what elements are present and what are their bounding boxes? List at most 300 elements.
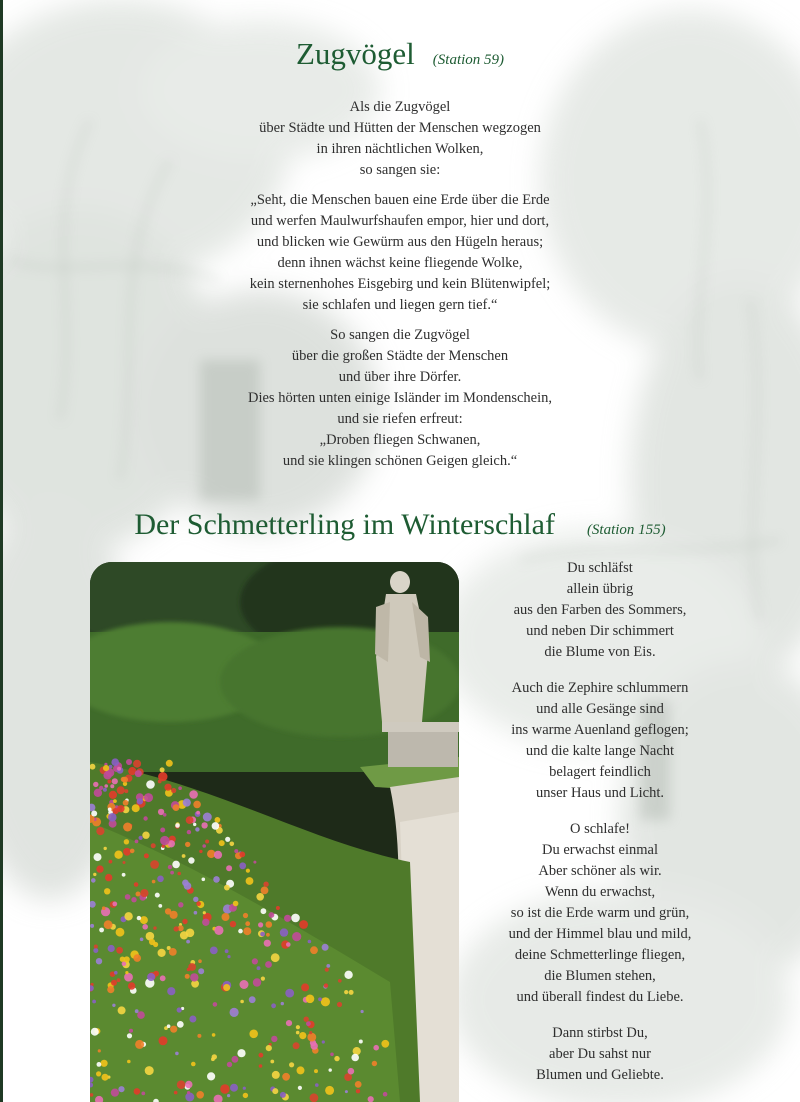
poem-line: Du erwachst einmal xyxy=(542,842,658,858)
flower-dot xyxy=(158,949,166,957)
poem-line: über Städte und Hütten der Menschen wegzogen xyxy=(259,120,541,136)
flower-dot xyxy=(280,928,288,936)
flower-dot xyxy=(225,949,229,953)
flower-dot xyxy=(306,1021,311,1026)
flower-dot xyxy=(215,817,221,823)
poem-line: und sie klingen schönen Geigen gleich.“ xyxy=(282,453,518,469)
flower-dot xyxy=(227,1094,230,1097)
flower-dot xyxy=(132,804,140,812)
flower-dot xyxy=(289,1062,294,1067)
flower-dot xyxy=(105,874,112,881)
flower-dot xyxy=(170,911,178,919)
flower-dot xyxy=(182,919,187,924)
flower-dot xyxy=(338,979,342,983)
flower-dot xyxy=(334,1056,339,1061)
flower-dot xyxy=(134,882,139,887)
flower-dot xyxy=(214,926,223,935)
flower-dot xyxy=(194,911,198,915)
flower-dot xyxy=(104,888,110,894)
flower-dot xyxy=(285,989,294,998)
flower-dot xyxy=(112,902,117,907)
flower-dot xyxy=(246,877,254,885)
flower-dot xyxy=(263,882,268,887)
flower-dot xyxy=(143,816,147,820)
flower-dot xyxy=(265,961,272,968)
flower-dot xyxy=(355,1081,362,1088)
flower-dot xyxy=(183,799,191,807)
flower-dot xyxy=(178,902,183,907)
flower-dot xyxy=(187,1091,190,1094)
flower-dot xyxy=(257,966,261,970)
flower-dot xyxy=(116,947,123,954)
flower-dot xyxy=(184,882,192,890)
flower-dot xyxy=(299,920,308,929)
garden-photo xyxy=(90,562,459,1102)
flower-dot xyxy=(140,889,148,897)
flower-dot xyxy=(293,1042,300,1049)
flower-dot xyxy=(230,921,236,927)
flower-dot xyxy=(108,945,115,952)
flower-dot xyxy=(127,1033,132,1038)
flower-dot xyxy=(109,765,113,769)
flower-dot xyxy=(203,911,206,914)
flower-dot xyxy=(120,957,125,962)
flower-dot xyxy=(96,827,104,835)
flower-dot xyxy=(225,837,230,842)
flower-dot xyxy=(130,849,135,854)
flower-dot xyxy=(282,1073,290,1081)
flower-dot xyxy=(286,942,291,947)
flower-dot xyxy=(123,823,132,832)
flower-dot xyxy=(190,973,198,981)
flower-dot xyxy=(112,778,118,784)
section2-station: (Station 155) xyxy=(586,522,666,538)
flower-dot xyxy=(135,840,139,844)
flower-dot xyxy=(103,771,111,779)
poem-line: Wenn du erwachst, xyxy=(544,884,656,900)
flower-dot xyxy=(125,894,131,900)
flower-dot xyxy=(160,828,165,833)
flower-dot xyxy=(124,973,133,982)
poem-line: „Seht, die Menschen bauen eine Erde über die Erde xyxy=(250,192,550,208)
flower-dot xyxy=(212,822,220,830)
flower-dot xyxy=(134,1088,141,1095)
flower-dot xyxy=(186,940,190,944)
flower-dot xyxy=(98,1049,101,1052)
flower-dot xyxy=(270,1060,274,1064)
flower-dot xyxy=(107,986,114,993)
flower-dot xyxy=(135,770,142,777)
flower-dot xyxy=(372,1061,377,1066)
flower-dot xyxy=(269,912,275,918)
poem-line: allein übrig xyxy=(566,581,634,597)
flower-dot xyxy=(137,798,143,804)
poem-line: die Blume von Eis. xyxy=(544,644,656,660)
flower-dot xyxy=(123,861,126,864)
flower-dot xyxy=(321,997,330,1006)
flower-dot xyxy=(137,916,141,920)
flower-dot xyxy=(249,996,256,1003)
flower-dot xyxy=(315,1083,319,1087)
flower-dot xyxy=(307,1033,316,1042)
flower-dot xyxy=(245,921,250,926)
flower-dot xyxy=(96,1071,101,1076)
flower-dot xyxy=(159,1036,168,1045)
flower-dot xyxy=(345,1090,348,1093)
flower-dot xyxy=(203,813,212,822)
poem-line: So sangen die Zugvögel xyxy=(330,327,470,343)
flower-dot xyxy=(96,958,102,964)
flower-dot xyxy=(291,914,300,923)
flower-dot xyxy=(325,1086,334,1095)
flower-dot xyxy=(141,1092,145,1096)
flower-dot xyxy=(299,1032,306,1039)
flower-dot xyxy=(111,758,119,766)
flower-dot xyxy=(348,1068,355,1075)
flower-dot xyxy=(381,1040,389,1048)
flower-dot xyxy=(157,876,164,883)
flower-dot xyxy=(344,990,348,994)
flower-dot xyxy=(261,908,267,914)
poem-line: Aber schöner als wir. xyxy=(538,863,662,879)
flower-dot xyxy=(306,995,315,1004)
flower-dot xyxy=(253,861,256,864)
flower-dot xyxy=(107,780,111,784)
flower-dot xyxy=(210,947,218,955)
flower-dot xyxy=(271,1036,277,1042)
flower-dot xyxy=(152,880,156,884)
flower-dot xyxy=(286,1020,292,1026)
flower-dot xyxy=(163,813,167,817)
flower-dot xyxy=(112,1004,115,1007)
flower-dot xyxy=(271,953,280,962)
poem-line: deine Schmetterlinge fliegen, xyxy=(514,947,686,963)
flower-dot xyxy=(92,1000,96,1004)
flower-dot xyxy=(296,1031,300,1035)
poem-line: ins warme Auenland geflogen; xyxy=(511,722,689,738)
flower-dot xyxy=(118,1086,124,1092)
flower-dot xyxy=(308,940,312,944)
flower-dot xyxy=(173,804,180,811)
flower-dot xyxy=(133,954,141,962)
flower-dot xyxy=(182,854,186,858)
flower-dot xyxy=(177,872,181,876)
stanza xyxy=(480,558,720,663)
flower-dot xyxy=(93,782,98,787)
flower-dot xyxy=(111,980,117,986)
poem-line: so ist die Erde warm und grün, xyxy=(510,905,690,921)
flower-dot xyxy=(187,968,191,972)
flower-dot xyxy=(117,978,121,982)
flower-dot xyxy=(114,851,122,859)
flower-dot xyxy=(240,980,249,989)
flower-dot xyxy=(230,1084,238,1092)
flower-dot xyxy=(310,1093,319,1102)
flower-dot xyxy=(207,1072,215,1080)
flower-dot xyxy=(104,784,108,788)
flower-dot xyxy=(361,1010,364,1013)
flower-dot xyxy=(304,1017,309,1022)
poem-line: und die kalte lange Nacht xyxy=(525,743,675,759)
flower-dot xyxy=(121,777,126,782)
flower-dot xyxy=(237,1049,245,1057)
flower-dot xyxy=(325,968,329,972)
flower-dot xyxy=(137,1011,145,1019)
flower-dot xyxy=(281,1002,284,1005)
flower-dot xyxy=(230,1008,239,1017)
flower-dot xyxy=(124,839,129,844)
flower-dot xyxy=(186,816,194,824)
flower-dot xyxy=(188,857,194,863)
flower-dot xyxy=(177,1007,182,1012)
flower-dot xyxy=(301,983,309,991)
flower-dot xyxy=(227,1062,232,1067)
flower-dot xyxy=(185,1093,194,1102)
flower-dot xyxy=(198,968,204,974)
flower-dot xyxy=(201,822,207,828)
flower-dot xyxy=(153,926,156,929)
flower-dot xyxy=(238,929,243,934)
flower-dot xyxy=(243,1093,248,1098)
flower-dot xyxy=(189,1016,196,1023)
flower-dot xyxy=(196,901,201,906)
flower-dot xyxy=(202,919,209,926)
poem-line: Als die Zugvögel xyxy=(349,99,451,115)
section1-title: Zugvögel xyxy=(295,36,415,71)
flower-dot xyxy=(174,1091,178,1095)
flower-dot xyxy=(211,1057,215,1061)
flower-dot xyxy=(170,1026,177,1033)
poem-line: aus den Farben des Sommers, xyxy=(513,602,687,618)
flower-dot xyxy=(271,1003,276,1008)
flower-dot xyxy=(91,811,97,817)
poem-line: unser Haus und Licht. xyxy=(535,785,665,801)
flower-dot xyxy=(314,1069,318,1073)
flower-dot xyxy=(129,1029,133,1033)
flower-dot xyxy=(193,897,198,902)
poem-line: „Droben fliegen Schwanen, xyxy=(319,432,481,448)
flower-dot xyxy=(213,1002,218,1007)
flower-dot xyxy=(226,865,232,871)
flower-dot xyxy=(243,913,248,918)
flower-dot xyxy=(124,912,132,920)
flower-dot xyxy=(117,786,125,794)
flower-dot xyxy=(284,915,291,922)
flower-dot xyxy=(102,906,106,910)
flower-dot xyxy=(326,964,330,968)
flower-dot xyxy=(91,878,96,883)
flower-dot xyxy=(223,984,230,991)
flower-dot xyxy=(322,944,329,951)
flower-dot xyxy=(180,931,188,939)
flower-dot xyxy=(169,948,177,956)
flower-dot xyxy=(292,932,301,941)
flower-dot xyxy=(164,784,171,791)
flower-dot xyxy=(127,1060,131,1064)
flower-dot xyxy=(133,760,141,768)
flower-dot xyxy=(160,767,165,772)
poem-line: belagert feindlich xyxy=(549,764,651,780)
flower-dot xyxy=(158,780,162,784)
flower-dot xyxy=(97,1062,102,1067)
poem-line: und alle Gesänge sind xyxy=(536,701,664,717)
flower-dot xyxy=(252,958,258,964)
flower-dot xyxy=(104,847,107,850)
flower-dot xyxy=(202,878,206,882)
flower-dot xyxy=(224,885,230,891)
flower-dot xyxy=(94,945,98,949)
poem-line: Blumen und Geliebte. xyxy=(536,1067,664,1083)
flower-dot xyxy=(222,913,230,921)
flower-dot xyxy=(104,920,113,929)
stanza xyxy=(480,678,720,804)
flower-dot xyxy=(168,865,172,869)
flower-dot xyxy=(160,836,169,845)
flower-dot xyxy=(175,1052,179,1056)
flower-dot xyxy=(246,869,250,873)
poem-line: denn ihnen wächst keine fliegende Wolke, xyxy=(277,255,523,271)
flower-dot xyxy=(128,982,135,989)
poem-line: und blicken wie Gewürm aus den Hügeln heraus; xyxy=(256,234,544,250)
flower-dot xyxy=(99,928,104,933)
flower-dot xyxy=(232,1056,239,1063)
flower-dot xyxy=(213,876,220,883)
poem-schmetterling xyxy=(480,558,720,1086)
poem-line: über die großen Städte der Menschen xyxy=(291,348,509,364)
flower-dot xyxy=(298,1086,302,1090)
flower-dot xyxy=(266,921,273,928)
flower-dot xyxy=(123,848,131,856)
flower-dot xyxy=(272,1071,280,1079)
flower-dot xyxy=(155,893,160,898)
flower-dot xyxy=(167,987,175,995)
flower-dot xyxy=(175,823,180,828)
flower-dot xyxy=(151,843,156,848)
flower-dot xyxy=(258,922,263,927)
section2-title: Der Schmetterling im Winterschlaf xyxy=(134,508,555,541)
poem-line: und überall findest du Liebe. xyxy=(516,989,684,1005)
flower-dot xyxy=(249,1030,258,1039)
flower-dot xyxy=(139,836,143,840)
flower-dot xyxy=(144,793,153,802)
flower-dot xyxy=(113,799,117,803)
flower-dot xyxy=(150,860,159,869)
flower-dot xyxy=(212,1033,216,1037)
poem-line: Dann stirbst Du, xyxy=(552,1025,648,1041)
flower-dot xyxy=(124,789,128,793)
flower-dot xyxy=(109,860,113,864)
flower-dot xyxy=(189,790,198,799)
poem-line: Dies hörten unten einige Isländer im Mondenschein, xyxy=(247,390,553,406)
section1-station: (Station 59) xyxy=(432,52,505,68)
poem-line: und über ihre Dörfer. xyxy=(338,369,462,385)
flower-dot xyxy=(172,861,180,869)
flower-dot xyxy=(103,788,107,792)
flower-dot xyxy=(174,926,179,931)
poem-zugvoegel xyxy=(150,97,650,472)
section2-heading xyxy=(0,508,800,542)
flower-dot xyxy=(193,823,196,826)
flower-dot xyxy=(243,927,251,935)
flower-dot xyxy=(185,842,190,847)
poem-line: aber Du sahst nur xyxy=(549,1046,651,1062)
flower-dot xyxy=(196,1091,204,1099)
poem-line: Auch die Zephire schlummern xyxy=(511,680,689,696)
flower-dot xyxy=(266,933,270,937)
flower-dot xyxy=(126,759,132,765)
flower-dot xyxy=(193,801,201,809)
flower-dot xyxy=(280,1092,286,1098)
flower-dot xyxy=(239,862,246,869)
flower-dot xyxy=(198,959,202,963)
section1-heading xyxy=(0,36,800,72)
stanza xyxy=(480,819,720,1008)
flower-dot xyxy=(109,791,117,799)
flower-dot xyxy=(103,765,109,771)
flower-dot xyxy=(178,786,182,790)
flower-dot xyxy=(311,1042,318,1049)
poem-line: und neben Dir schimmert xyxy=(526,623,674,639)
flower-dot xyxy=(136,892,141,897)
flower-dot xyxy=(160,975,166,981)
flower-dot xyxy=(234,849,238,853)
flower-dot xyxy=(264,940,271,947)
flower-dot xyxy=(125,971,128,974)
flower-dot xyxy=(243,1087,246,1090)
flower-dot xyxy=(108,813,117,822)
poem-line: und werfen Maulwurfshaufen empor, hier und dort, xyxy=(250,213,550,229)
flower-dot xyxy=(167,1024,171,1028)
flower-dot xyxy=(110,784,114,788)
flower-dot xyxy=(296,1025,300,1029)
flower-dot xyxy=(131,897,136,902)
flower-dot xyxy=(297,1066,305,1074)
flower-dot xyxy=(239,852,245,858)
flower-dot xyxy=(318,997,322,1001)
flower-dot xyxy=(195,827,199,831)
flower-dot xyxy=(108,808,112,812)
flower-dot xyxy=(256,893,264,901)
flower-dot xyxy=(359,1040,363,1044)
flower-dot xyxy=(197,1034,201,1038)
flower-dot xyxy=(171,788,176,793)
flower-dot xyxy=(102,1074,109,1081)
flower-dot xyxy=(356,1089,360,1093)
poem-line: und der Himmel blau und mild, xyxy=(508,926,692,942)
flower-dot xyxy=(260,932,265,937)
flower-dot xyxy=(111,1089,119,1097)
flower-dot xyxy=(344,971,352,979)
flower-dot xyxy=(135,1040,144,1049)
flower-dot xyxy=(123,800,129,806)
flower-dot xyxy=(214,851,222,859)
flower-dot xyxy=(199,850,202,853)
flower-dot xyxy=(158,904,162,908)
flower-dot xyxy=(145,1066,154,1075)
flower-dot xyxy=(185,974,190,979)
flower-dot xyxy=(329,1068,332,1071)
flower-dot xyxy=(272,1088,278,1094)
flower-dot xyxy=(233,901,239,907)
flower-dot xyxy=(259,1064,263,1068)
flower-dot xyxy=(227,955,230,958)
flower-dot xyxy=(177,1080,186,1089)
flower-dot xyxy=(240,1000,244,1004)
flower-dot xyxy=(96,865,103,872)
stanza xyxy=(150,325,650,472)
poem-line: die Blumen stehen, xyxy=(544,968,656,984)
flower-dot xyxy=(205,840,209,844)
